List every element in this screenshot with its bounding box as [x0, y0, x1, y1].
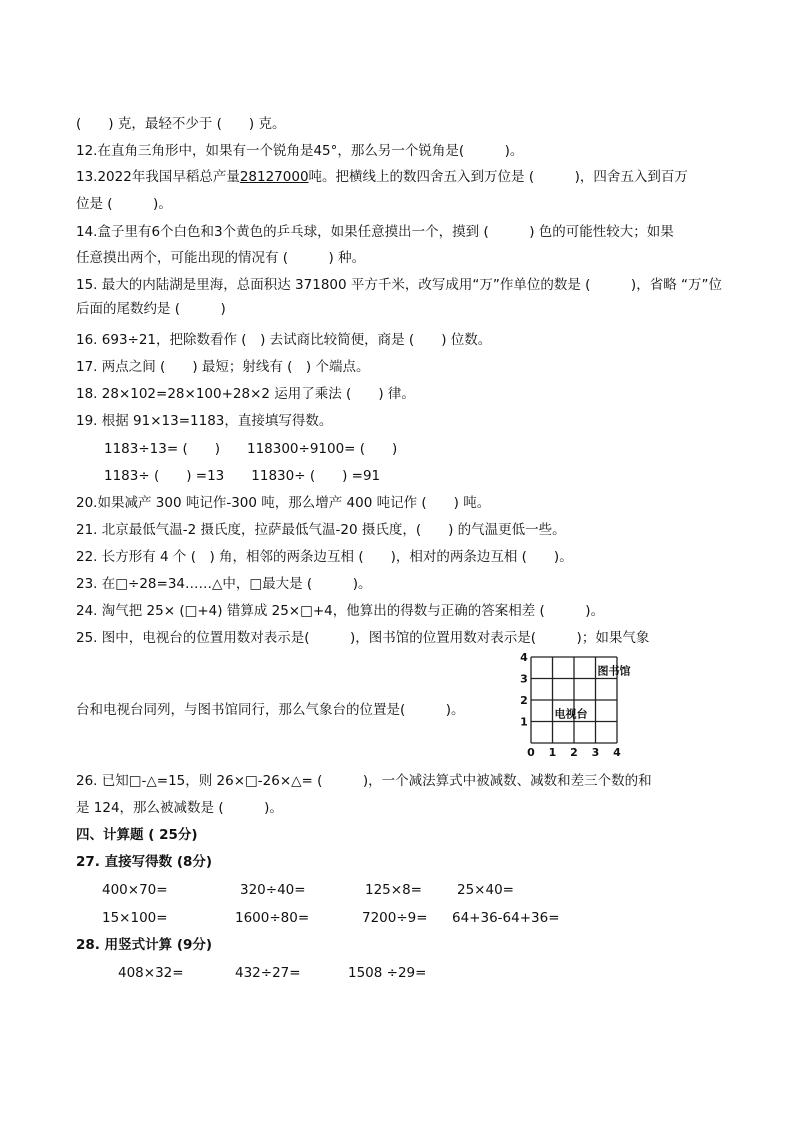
question-15-cont: 后面的尾数约是 ( ) [76, 301, 226, 317]
question-19: 19. 根据 91×13=1183，直接填写得数。 [76, 413, 333, 429]
question-12: 12.在直角三角形中，如果有一个锐角是45°，那么另一个锐角是( )。 [76, 143, 524, 159]
question-20: 20.如果减产 300 吨记作-300 吨，那么增产 400 吨记作 ( ) 吨。 [76, 495, 491, 511]
y-tick-label: 4 [520, 651, 528, 664]
question-27: 27. 直接写得数 (8分) [76, 854, 213, 870]
question-26-cont: 是 124，那么被减数是 ( )。 [76, 800, 283, 816]
grid-point-label: 图书馆 [597, 664, 631, 678]
question-21: 21. 北京最低气温-2 摄氏度，拉萨最低气温-20 摄氏度，( ) 的气温更低一些。 [76, 522, 566, 538]
question-23: 23. 在□÷28=34……△中，□最大是 ( )。 [76, 576, 372, 592]
q27-item: 1600÷80= [235, 910, 310, 926]
question-19-row-1: 1183÷13= ( ) 118300÷9100= ( ) [104, 441, 398, 457]
question-13-cont: 位是 ( )。 [76, 196, 172, 212]
question-17: 17. 两点之间 ( ) 最短；射线有 ( ) 个端点。 [76, 359, 370, 375]
question-19-row-2: 1183÷ ( ) =13 11830÷ ( ) =91 [104, 468, 381, 484]
q28-item: 408×32= [118, 965, 184, 981]
grid-point-label: 电视台 [554, 707, 588, 721]
y-tick-label: 1 [520, 715, 528, 729]
question-16: 16. 693÷21，把除数看作 ( ) 去试商比较简便，商是 ( ) 位数。 [76, 332, 492, 348]
q13-text-pre: 13.2022年我国早稻总产量 [76, 169, 240, 185]
question-14-cont: 任意摸出两个，可能出现的情况有 ( ) 种。 [76, 250, 366, 266]
q28-item: 432÷27= [235, 965, 301, 981]
x-tick-label: 4 [613, 746, 621, 759]
q27-item: 25×40= [457, 882, 514, 898]
q13-underlined-number: 28127000 [239, 169, 309, 185]
q27-item: 7200÷9= [362, 910, 428, 926]
question-25: 25. 图中，电视台的位置用数对表示是( )，图书馆的位置用数对表示是( )；如果气象 [76, 630, 650, 646]
question-25-cont: 台和电视台同列，与图书馆同行，那么气象台的位置是( )。 [76, 702, 465, 718]
question-13 [76, 168, 688, 186]
q27-item: 320÷40= [240, 882, 306, 898]
q27-item: 125×8= [365, 882, 422, 898]
question-26: 26. 已知□-△=15，则 26×□-26×△= ( )，一个减法算式中被减数、减数和差三个数的和 [76, 773, 652, 789]
q27-item: 15×100= [102, 910, 168, 926]
x-tick-label: 2 [570, 746, 578, 759]
y-tick-label: 2 [520, 694, 528, 707]
x-tick-label: 3 [591, 746, 600, 759]
q13-text-post: 吨。把横线上的数四舍五入到万位是 ( )，四舍五入到百万 [308, 169, 688, 185]
question-15: 15. 最大的内陆湖是里海，总面积达 371800 平方千米，改写成用“万”作单位的数是 ( )，省略 “万”位 [76, 277, 722, 293]
question-14: 14.盒子里有6个白色和3个黄色的乒乓球，如果任意摸出一个，摸到 ( ) 色的可能性较大；如果 [76, 224, 674, 240]
y-tick-label: 3 [520, 672, 528, 686]
q27-item: 400×70= [102, 882, 168, 898]
question-24: 24. 淘气把 25× (□+4) 错算成 25×□+4，他算出的得数与正确的答案相差 ( )。 [76, 603, 605, 619]
q28-item: 1508 ÷29= [348, 965, 427, 981]
question-22: 22. 长方形有 4 个 ( ) 角，相邻的两条边互相 ( )，相对的两条边互相 ( )。 [76, 549, 573, 565]
text-line: ( ) 克，最轻不少于 ( ) 克。 [76, 116, 286, 132]
x-tick-label: 0 [527, 746, 535, 759]
q27-item: 64+36-64+36= [452, 910, 560, 926]
section-4-heading: 四、计算题 ( 25分) [76, 827, 198, 843]
question-28: 28. 用竖式计算 (9分) [76, 937, 213, 953]
question-18: 18. 28×102=28×100+28×2 运用了乘法 ( ) 律。 [76, 386, 415, 402]
x-tick-label: 1 [548, 746, 557, 759]
